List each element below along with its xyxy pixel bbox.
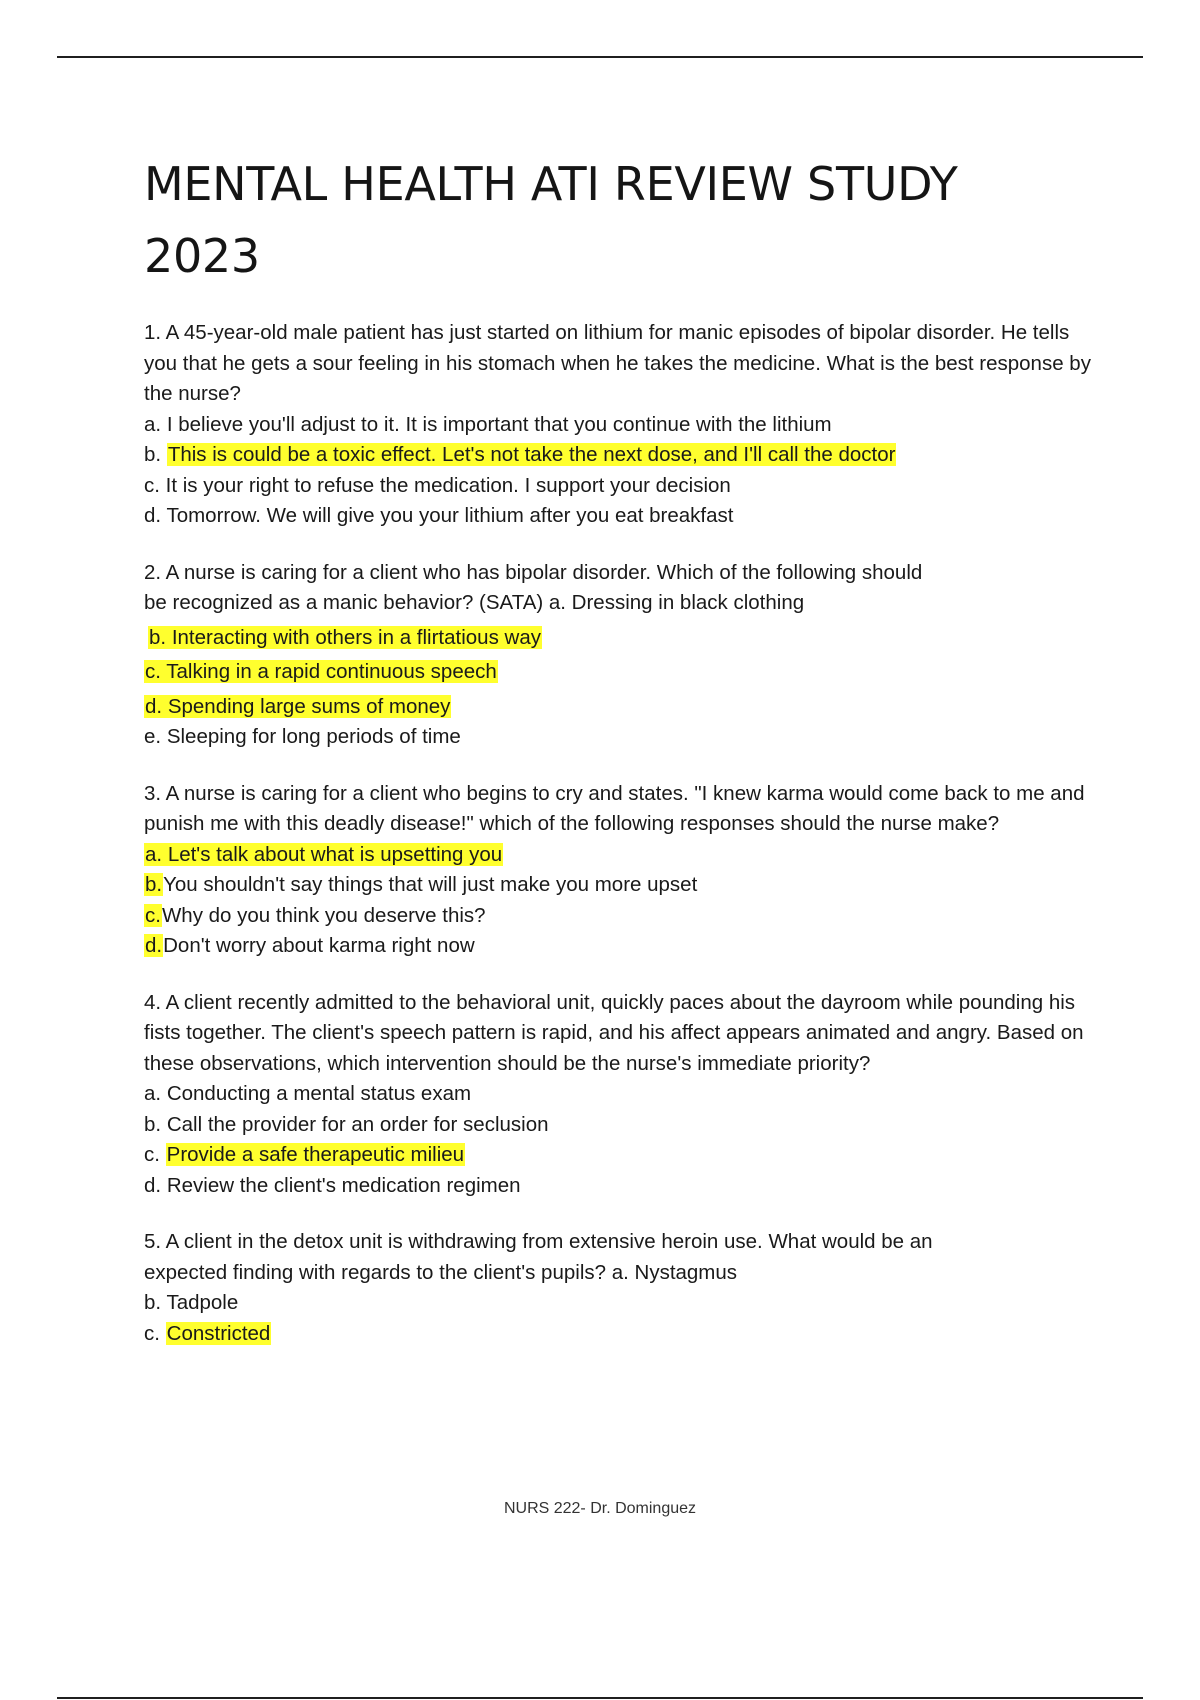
option-text: Spending large sums of money (167, 694, 451, 718)
option-text: Why do you think you deserve this? (161, 903, 486, 927)
option-text: It is your right to refuse the medication. I support your decision (165, 473, 731, 497)
question-3-option-a (144, 840, 1094, 871)
question-3-option-c (144, 901, 1094, 932)
option-letter: c. (144, 473, 160, 497)
option-letter: e. (144, 725, 162, 748)
document-title: MENTAL HEALTH ATI REVIEW STUDY 2023 (144, 157, 958, 283)
option-text: Tomorrow. We will give you your lithium after you eat breakfast (166, 504, 734, 527)
question-1-text: 1. A 45-year-old male patient has just started on lithium for manic episodes of bipolar disorder. He tells you that he gets a sour feeling in his stomach when he takes the medicine. What is the best response by the nurse? (144, 321, 1091, 405)
page-footer: NURS 222- Dr. Dominguez (503, 1500, 697, 1517)
option-letter: b. (144, 1112, 162, 1136)
option-text: Sleeping for long periods of time (166, 725, 461, 748)
highlighted-answer (144, 695, 451, 718)
option-letter: b. (144, 1291, 162, 1314)
question-2-text: 2. A nurse is caring for a client who has bipolar disorder. Which of the following should be recognized as a manic behavior? (SATA) a. Dressing in black clothing (144, 560, 923, 614)
question-3-option-b (144, 870, 1094, 901)
option-letter: a. (144, 412, 162, 436)
question-list (144, 318, 1094, 1375)
highlighted-letter: c. (145, 903, 161, 927)
highlighted-letter: d. (145, 934, 163, 957)
option-text: I believe you'll adjust to it. It is important that you continue with the lithium (166, 412, 832, 436)
option-letter: d. (144, 504, 162, 527)
question-1-option-a (144, 410, 1094, 441)
question-5-option-c (144, 1319, 1094, 1350)
highlighted-answer (144, 843, 503, 866)
option-letter: c. (144, 1143, 160, 1166)
question-5-text: 5. A client in the detox unit is withdrawing from extensive heroin use. What would be an expected finding with regards to the client's pupils? a. Nystagmus (144, 1230, 933, 1284)
option-text: Review the client's medication regimen (166, 1173, 521, 1197)
question-2-option-d (144, 692, 1094, 723)
question-4-option-a (144, 1079, 1094, 1110)
question-4-option-b (144, 1110, 1094, 1141)
highlighted-answer: Constricted (166, 1321, 271, 1345)
question-5-option-b (144, 1288, 1094, 1319)
question-4-text: 4. A client recently admitted to the behavioral unit, quickly paces about the dayroom while pounding his fists together. The client's speech pattern is rapid, and his affect appears animated and angry. Based on these observations, which intervention should be the nurse's immediate priority? (144, 990, 1084, 1075)
option-text: Talking in a rapid continuous speech (166, 660, 497, 683)
option-letter: c. (145, 660, 161, 683)
highlighted-answer: This is could be a toxic effect. Let's not take the next dose, and I'll call the doctor (167, 443, 896, 466)
question-2-option-e (144, 722, 1094, 753)
highlighted-answer: Provide a safe therapeutic milieu (166, 1143, 465, 1166)
highlighted-answer (144, 660, 498, 683)
option-letter: b. (144, 443, 162, 466)
highlighted-answer (148, 626, 542, 649)
question-3-option-d (144, 931, 1094, 962)
bottom-rule (57, 1697, 1143, 1699)
question-2-option-b (144, 623, 1094, 654)
option-text: Interacting with others in a flirtatious way (171, 625, 541, 649)
question-1-option-c (144, 471, 1094, 502)
option-text: Don't worry about karma right now (163, 934, 475, 957)
top-rule (57, 56, 1143, 58)
highlighted-letter: b. (145, 873, 163, 896)
question-3-text: 3. A nurse is caring for a client who begins to cry and states. "I knew karma would come back to me and punish me with this deadly disease!" which of the following responses should the nurse make? (144, 781, 1085, 835)
question-4-option-c (144, 1140, 1094, 1171)
question-1-option-b (144, 440, 1094, 471)
option-text: Call the provider for an order for seclusion (166, 1112, 549, 1136)
option-letter: d. (144, 1173, 162, 1197)
question-2-option-c (144, 657, 1094, 688)
option-letter: c. (144, 1321, 160, 1345)
option-text: Let's talk about what is upsetting you (167, 842, 503, 866)
question-4-option-d (144, 1171, 1094, 1202)
question-4 (144, 988, 1094, 1202)
option-text: Conducting a mental status exam (166, 1082, 472, 1105)
option-letter: a. (144, 1082, 162, 1105)
question-2 (144, 558, 1094, 753)
question-1 (144, 318, 1094, 532)
question-5 (144, 1227, 1094, 1349)
option-letter: a. (145, 842, 163, 866)
option-text: You shouldn't say things that will just make you more upset (163, 873, 698, 896)
option-letter: b. (149, 625, 167, 649)
question-1-option-d (144, 501, 1094, 532)
question-3 (144, 779, 1094, 962)
option-text: Tadpole (166, 1291, 239, 1314)
option-letter: d. (145, 694, 163, 718)
